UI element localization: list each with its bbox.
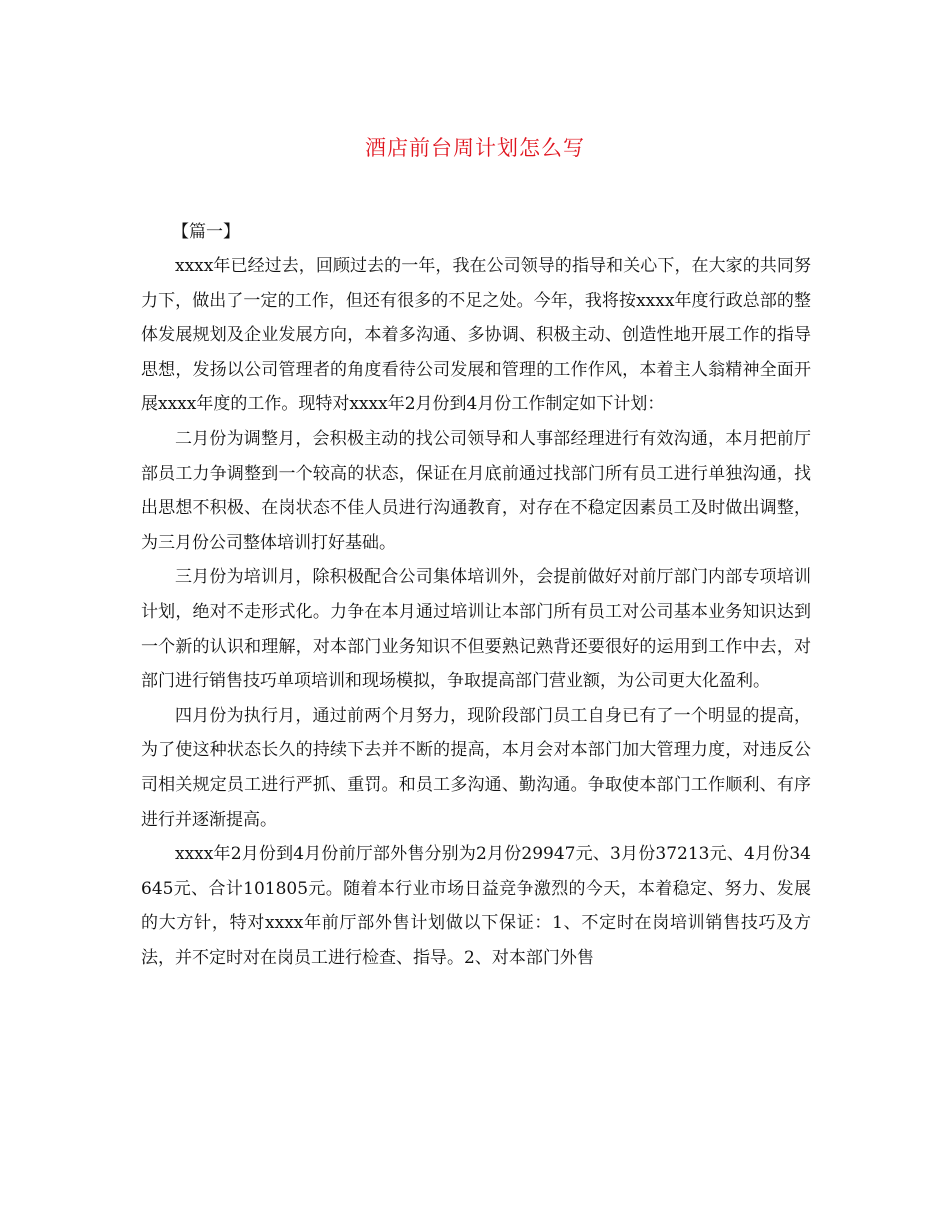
paragraph-intro: xxxx年已经过去，回顾过去的一年，我在公司领导的指导和关心下，在大家的共同努力下，做出了一定的工作，但还有很多的不足之处。今年，我将按xxxx年度行政总部的整体发展规划及企业发展方向，本着多沟通、多协调、积极主动、创造性地开展工作的指导思想，发扬以公司管理者的角度看待公司发展和管理的工作作风，本着主人翁精神全面开展xxxx年度的工作。现特对xxxx年2月份到4月份工作制定如下计划： [141,256,811,415]
paragraph-february: 二月份为调整月，会积极主动的找公司领导和人事部经理进行有效沟通，本月把前厅部员工力争调整到一个较高的状态，保证在月底前通过找部门所有员工进行单独沟通，找出思想不积极、在岗状态不佳人员进行沟通教育，对存在不稳定因素员工及时做出调整，为三月份公司整体培训打好基础。 [141,428,811,553]
paragraph-march: 三月份为培训月，除积极配合公司集体培训外，会提前做好对前厅部门内部专项培训计划，绝对不走形式化。力争在本月通过培训让本部门所有员工对公司基本业务知识达到一个新的认识和理解，对本部门业务知识不但要熟记熟背还要很好的运用到工作中去，对部门进行销售技巧单项培训和现场模拟，争取提高部门营业额，为公司更大化盈利。 [141,567,811,692]
document-title: 酒店前台周计划怎么写 [365,136,585,160]
section-label: 【篇一】 [172,222,240,242]
paragraph-sales: xxxx年2月份到4月份前厅部外售分别为2月份29947元、3月份37213元、4月份34645元、合计101805元。随着本行业市场日益竞争激烈的今天，本着稳定、努力、发展的大方针，特对xxxx年前厅部外售计划做以下保证：1、不定时在岗培训销售技巧及方法，并不定时对在岗员工进行检查、指导。2、对本部门外售 [141,844,811,968]
paragraph-april: 四月份为执行月，通过前两个月努力，现阶段部门员工自身已有了一个明显的提高，为了使这种状态长久的持续下去并不断的提高，本月会对本部门加大管理力度，对违反公司相关规定员工进行严抓、重罚。和员工多沟通、勤沟通。争取使本部门工作顺利、有序进行并逐渐提高。 [141,705,811,830]
document-body [141,249,811,975]
